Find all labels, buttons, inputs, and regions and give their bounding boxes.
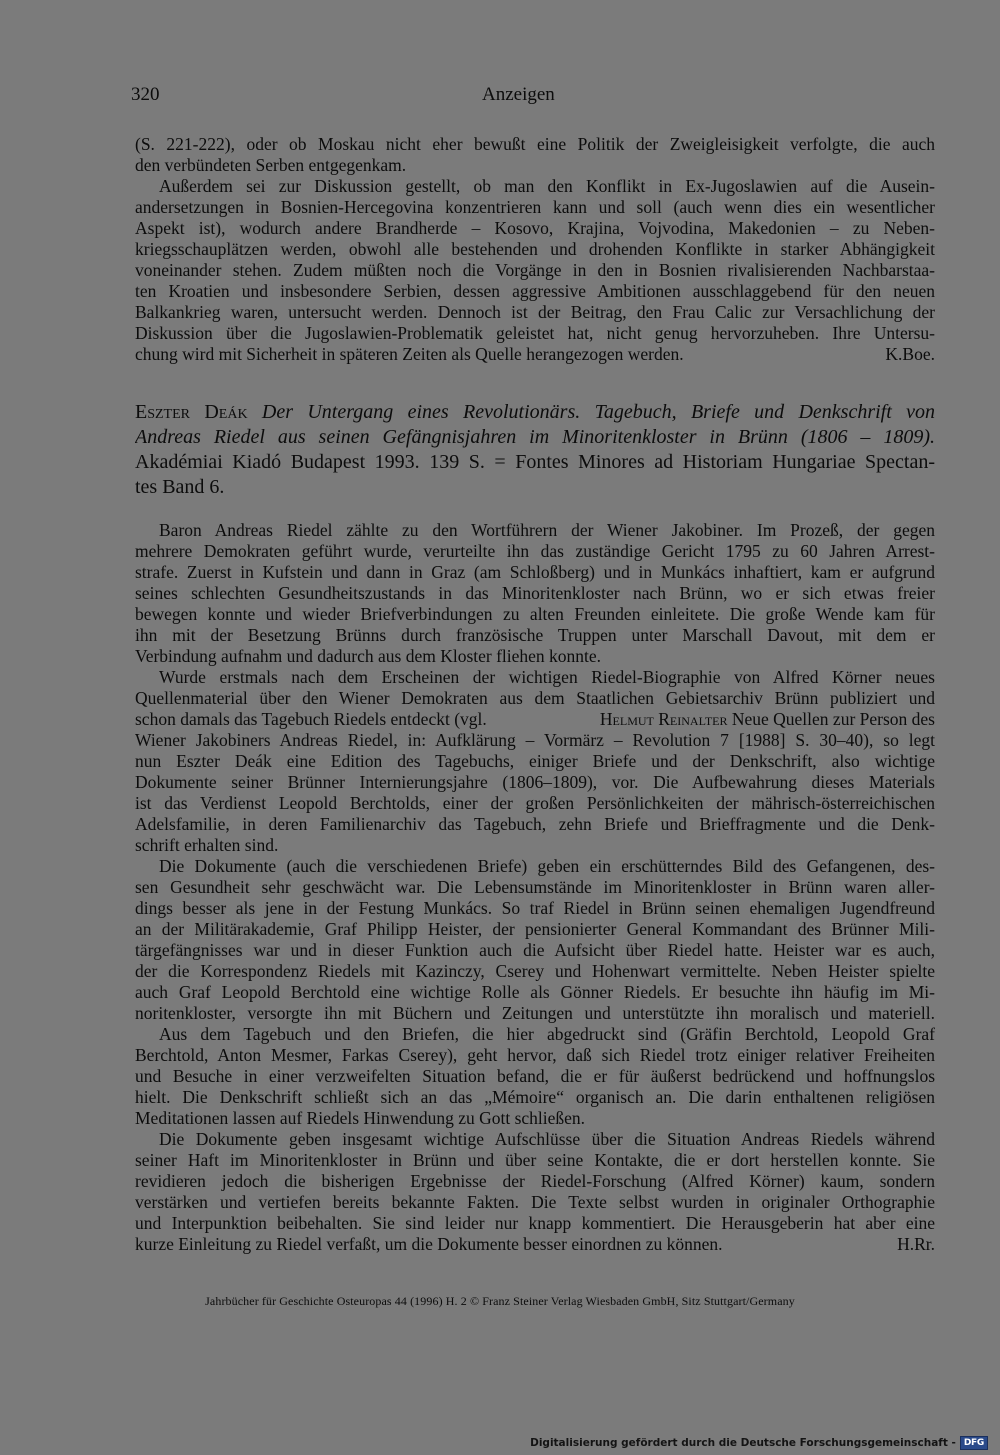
text-line: der die Korrespondenz Riedels mit Kazinczy, Cserey und Hohenwart vermittelte. Neben Heister spielte xyxy=(135,961,935,981)
text-line: Dokumente seiner Brünner Internierungsjahre (1806–1809), vor. Die Aufbewahrung dieses Materials xyxy=(135,772,935,792)
text-line: den verbündeten Serben entgegenkam. xyxy=(135,155,407,175)
digitization-notice xyxy=(530,1436,988,1450)
text-line: nun Eszter Deák eine Edition des Tagebuchs, einiger Briefe und der Denkschrift, also wichtige xyxy=(135,751,935,771)
dfg-logo: DFG xyxy=(960,1436,988,1450)
text-line-with-signature xyxy=(135,344,935,365)
text-line: dings besser als jene in der Festung Munkács. So traf Riedel in Brünn seinen ehemaligen Jugendfreund xyxy=(135,898,935,918)
text-line: Balkankrieg waren, untersucht werden. Dennoch ist der Beitrag, den Frau Calic zur Versachlichung der xyxy=(135,302,935,322)
text-line: seiner Haft im Minoritenkloster in Brünn und über seine Kontakte, die er dort herstellen konnte. Sie xyxy=(135,1150,935,1170)
reviewer-signature: H.Rr. xyxy=(897,1234,935,1254)
text-line-with-signature xyxy=(135,1234,935,1255)
digitization-text: Digitalisierung gefördert durch die Deutsche Forschungsgemeinschaft - xyxy=(530,1437,956,1449)
text-line: bewegen konnte und wieder Briefverbindungen zu alten Freunden einleitete. Die große Wende kam für xyxy=(135,604,935,624)
text-line: kurze Einleitung zu Riedel verfaßt, um die Dokumente besser einordnen zu können. xyxy=(135,1234,723,1254)
text-line: auch Graf Leopold Berchtold eine wichtige Rolle als Gönner Riedels. Er besuchte ihn häufig im Mi- xyxy=(135,982,935,1002)
review-title-line xyxy=(135,400,935,425)
text-line: Aspekt ist), wodurch andere Brandherde – Kosovo, Krajina, Vojvodina, Makedonien – zu Neben- xyxy=(135,218,935,238)
text-line: strafe. Zuerst in Kufstein und dann in Graz (am Schloßberg) und in Munkács inhaftiert, kam er aufgrund xyxy=(135,562,935,582)
text-line: schon damals das Tagebuch Riedels entdeckt (vgl. xyxy=(135,709,487,729)
text-line: Verbindung aufnahm und dadurch aus dem Kloster fliehen konnte. xyxy=(135,646,602,666)
text-line: an der Militärakademie, Graf Philipp Heister, der pensionierter General Kommandant des Brünner Mili- xyxy=(135,919,935,939)
text-line: Außerdem sei zur Diskussion gestellt, ob man den Konflikt in Ex-Jugoslawien auf die Ausein- xyxy=(159,176,935,196)
text-line: Die Dokumente (auch die verschiedenen Briefe) geben ein erschütterndes Bild des Gefangenen, des- xyxy=(159,856,935,876)
text-line: Die Dokumente geben insgesamt wichtige Aufschlüsse über die Situation Andreas Riedels während xyxy=(159,1129,935,1149)
text-line: Wiener Jakobiners Andreas Riedel, in: Aufklärung – Vormärz – Revolution 7 [1988] S. 30–40), so legt xyxy=(135,730,935,750)
review-title: Der Untergang eines Revolutionärs. Tagebuch, Briefe und Denkschrift von xyxy=(261,401,935,423)
page-number: 320 xyxy=(131,84,160,105)
text-line: Aus dem Tagebuch und den Briefen, die hier abgedruckt sind (Gräfin Berchtold, Leopold Graf xyxy=(159,1024,935,1044)
cited-author: Helmut Reinalter xyxy=(599,709,728,729)
text-line: Wurde erstmals nach dem Erscheinen der wichtigen Riedel-Biographie von Alfred Körner neues xyxy=(159,667,935,687)
text-line: schrift erhalten sind. xyxy=(135,835,279,855)
review-author: Eszter Deák xyxy=(135,401,248,423)
citation-title: Neue Quellen zur Person des xyxy=(727,709,935,729)
text-line: verstärken und vertiefen bereits bekannte Fakten. Die Texte selbst wurden in originaler Orthographie xyxy=(135,1192,935,1212)
text-line: Diskussion über die Jugoslawien-Problematik geleistet hat, nicht genug hervorzuheben. Ihre Untersu- xyxy=(135,323,935,343)
text-line: Adelsfamilie, in deren Familienarchiv das Tagebuch, zehn Briefe und Brieffragmente und die Denk- xyxy=(135,814,935,834)
publication-info: Akadémiai Kiadó Budapest 1993. 139 S. = Fontes Minores ad Historiam Hungariae Spectan- xyxy=(135,451,935,473)
text-line: und Interpunktion beibehalten. Sie sind leider nur knapp kommentiert. Die Herausgeberin hat aber eine xyxy=(135,1213,935,1233)
text-line: und Besuche in einer verzweifelten Situation befand, die er für äußerst bedrückend und hoffnungslos xyxy=(135,1066,935,1086)
text-line: andersetzungen in Bosnien-Hercegovina konzentrieren kann und soll (auch wenn dies ein wesentlicher xyxy=(135,197,935,217)
text-line: Meditationen lassen auf Riedels Hinwendung zu Gott schließen. xyxy=(135,1108,586,1128)
review-title-continued: Andreas Riedel aus seinen Gefängnisjahren im Minoritenkloster in Brünn (1806 – 1809). xyxy=(135,426,935,448)
text-line: revidieren jedoch die bisherigen Ergebnisse der Riedel-Forschung (Alfred Körner) kaum, sondern xyxy=(135,1171,935,1191)
text-line: ihn mit der Besetzung Brünns durch französische Truppen unter Marschall Davout, mit dem er xyxy=(135,625,935,645)
text-line: chung wird mit Sicherheit in späteren Zeiten als Quelle herangezogen werden. xyxy=(135,344,684,364)
text-line: kriegsschauplätzen werden, obwohl alle bestehenden und drohenden Konflikte in starker Abhängigkeit xyxy=(135,239,935,259)
text-line: ten Kroatien und insbesondere Serbien, dessen aggressive Ambitionen ausschlaggebend für den neuen xyxy=(135,281,935,301)
text-line: Baron Andreas Riedel zählte zu den Wortführern der Wiener Jakobiner. Im Prozeß, der gegen xyxy=(159,520,935,540)
journal-footer: Jahrbücher für Geschichte Osteuropas 44 (1996) H. 2 © Franz Steiner Verlag Wiesbaden GmbH, Sitz Stuttgart/Germany xyxy=(205,1294,795,1308)
text-line-with-citation xyxy=(135,709,935,730)
running-head: Anzeigen xyxy=(482,84,555,105)
review-heading xyxy=(135,400,935,500)
reviewer-signature: K.Boe. xyxy=(885,344,935,364)
text-line: Quellenmaterial über den Wiener Demokraten aus dem Staatlichen Gebietsarchiv Brünn publiziert und xyxy=(135,688,935,708)
review-body xyxy=(135,520,935,1255)
text-line: voneinander stehen. Zudem müßten noch die Vorgänge in den in Bosnien rivalisierenden Nachbarstaa- xyxy=(135,260,935,280)
text-line: sen Gesundheit sehr geschwächt war. Die Lebensumstände im Minoritenkloster in Brünn waren aller- xyxy=(135,877,935,897)
text-line: hielt. Die Denkschrift schließt sich an das „Mémoire“ organisch an. Die darin enthaltenen religiösen xyxy=(135,1087,935,1107)
text-line: seines schlechten Gesundheitszustands in das Minoritenkloster nach Brünn, wo er sich etwas freier xyxy=(135,583,935,603)
text-line: (S. 221-222), oder ob Moskau nicht eher bewußt eine Politik der Zweigleisigkeit verfolgte, die auch xyxy=(135,134,935,154)
previous-review xyxy=(135,134,935,365)
publication-info-continued: tes Band 6. xyxy=(135,476,225,498)
text-line: ist das Verdienst Leopold Berchtolds, einer der großen Persönlichkeiten der mährisch-österreichischen xyxy=(135,793,935,813)
text-line: noritenkloster, versorgte ihn mit Büchern und Zeitungen und unterstützte ihn moralisch und materiell. xyxy=(135,1003,935,1023)
text-line: Berchtold, Anton Mesmer, Farkas Cserey), geht hervor, daß sich Riedel trotz einiger relativer Freiheiten xyxy=(135,1045,935,1065)
text-line: mehrere Demokraten geführt wurde, verurteilte ihn das zuständige Gericht 1795 zu 60 Jahren Arrest- xyxy=(135,541,935,561)
text-line: tärgefängnisses war und in dieser Funktion auch die Aufsicht über Riedel hatte. Heister war es auch, xyxy=(135,940,935,960)
